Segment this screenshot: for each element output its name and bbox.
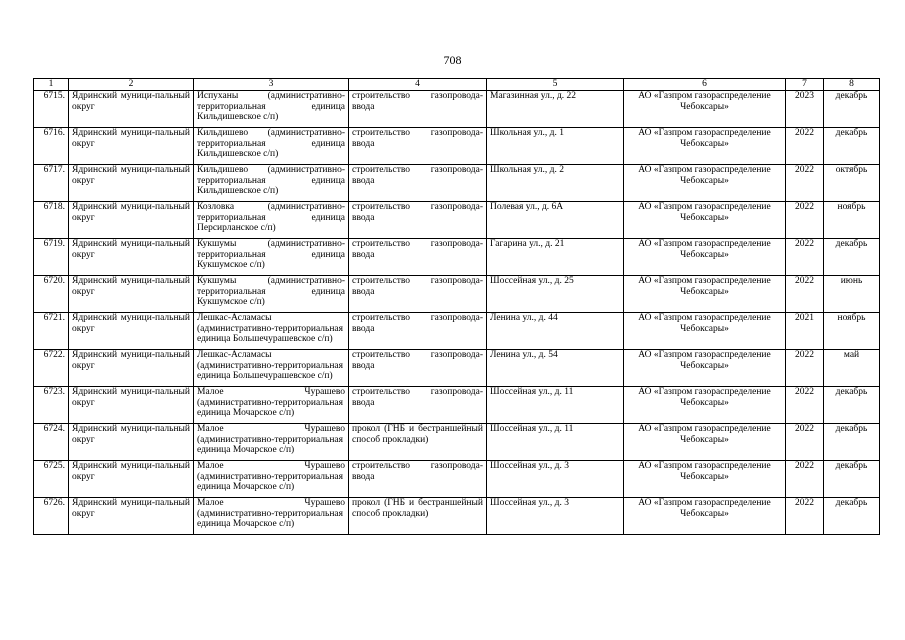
work-type-cell: прокол (ГНБ и бестраншейный способ прокладки) (349, 424, 487, 461)
month-cell: декабрь (824, 239, 880, 276)
address-cell: Школьная ул., д. 1 (487, 128, 624, 165)
district-cell: Ядринский муници-пальный округ (69, 498, 194, 535)
table-row (34, 498, 880, 535)
district-cell: Ядринский муници-пальный округ (69, 313, 194, 350)
header-cell-7: 7 (786, 79, 824, 91)
address-cell: Магазинная ул., д. 22 (487, 91, 624, 128)
row-number: 6716. (34, 128, 69, 165)
page-number: 708 (443, 53, 462, 67)
month-cell: декабрь (824, 91, 880, 128)
work-type-cell: прокол (ГНБ и бестраншейный способ прокладки) (349, 498, 487, 535)
month-cell: декабрь (824, 461, 880, 498)
month-cell: ноябрь (824, 313, 880, 350)
district-cell: Ядринский муници-пальный округ (69, 461, 194, 498)
organization-cell: АО «Газпром газораспределение Чебоксары» (624, 424, 786, 461)
work-type-cell: строительство газопровода-ввода (349, 276, 487, 313)
table-row (34, 239, 880, 276)
header-cell-4: 4 (349, 79, 487, 91)
address-cell: Ленина ул., д. 44 (487, 313, 624, 350)
work-type-cell: строительство газопровода-ввода (349, 387, 487, 424)
organization-cell: АО «Газпром газораспределение Чебоксары» (624, 239, 786, 276)
settlement-cell: Кильдишево (административно-территориальная единица Кильдишевское с/п) (194, 128, 349, 165)
address-cell: Шоссейная ул., д. 25 (487, 276, 624, 313)
table-row (34, 424, 880, 461)
settlement-cell: Испуханы (административно-территориальная единица Кильдишевское с/п) (194, 91, 349, 128)
address-cell: Шоссейная ул., д. 11 (487, 424, 624, 461)
organization-cell: АО «Газпром газораспределение Чебоксары» (624, 91, 786, 128)
month-cell: ноябрь (824, 202, 880, 239)
settlement-cell: Лешкас-Асламасы (административно-территориальная единица Большечурашевское с/п) (194, 313, 349, 350)
district-cell: Ядринский муници-пальный округ (69, 165, 194, 202)
district-cell: Ядринский муници-пальный округ (69, 424, 194, 461)
settlement-cell: Кильдишево (административно-территориальная единица Кильдишевское с/п) (194, 165, 349, 202)
header-cell-8: 8 (824, 79, 880, 91)
month-cell: декабрь (824, 424, 880, 461)
table-row (34, 350, 880, 387)
settlement-cell: Лешкас-Асламасы (административно-территориальная единица Большечурашевское с/п) (194, 350, 349, 387)
month-cell: декабрь (824, 128, 880, 165)
header-cell-3: 3 (194, 79, 349, 91)
year-cell: 2022 (786, 239, 824, 276)
organization-cell: АО «Газпром газораспределение Чебоксары» (624, 202, 786, 239)
address-cell: Шоссейная ул., д. 3 (487, 498, 624, 535)
row-number: 6717. (34, 165, 69, 202)
table-row (34, 461, 880, 498)
address-cell: Школьная ул., д. 2 (487, 165, 624, 202)
settlement-cell: Малое Чурашево (административно-территориальная единица Мочарское с/п) (194, 387, 349, 424)
table-row (34, 128, 880, 165)
table-row (34, 202, 880, 239)
settlement-cell: Малое Чурашево (административно-территориальная единица Мочарское с/п) (194, 461, 349, 498)
year-cell: 2022 (786, 202, 824, 239)
work-type-cell: строительство газопровода-ввода (349, 239, 487, 276)
month-cell: июнь (824, 276, 880, 313)
organization-cell: АО «Газпром газораспределение Чебоксары» (624, 387, 786, 424)
address-cell: Шоссейная ул., д. 11 (487, 387, 624, 424)
header-cell-2: 2 (69, 79, 194, 91)
organization-cell: АО «Газпром газораспределение Чебоксары» (624, 276, 786, 313)
month-cell: декабрь (824, 387, 880, 424)
settlement-cell: Малое Чурашево (административно-территориальная единица Мочарское с/п) (194, 424, 349, 461)
header-cell-5: 5 (487, 79, 624, 91)
work-type-cell: строительство газопровода-ввода (349, 461, 487, 498)
organization-cell: АО «Газпром газораспределение Чебоксары» (624, 350, 786, 387)
settlement-cell: Козловка (административно-территориальная единица Персирланское с/п) (194, 202, 349, 239)
year-cell: 2021 (786, 313, 824, 350)
row-number: 6722. (34, 350, 69, 387)
year-cell: 2022 (786, 424, 824, 461)
district-cell: Ядринский муници-пальный округ (69, 239, 194, 276)
row-number: 6719. (34, 239, 69, 276)
work-type-cell: строительство газопровода-ввода (349, 350, 487, 387)
header-row (34, 79, 880, 91)
organization-cell: АО «Газпром газораспределение Чебоксары» (624, 498, 786, 535)
month-cell: октябрь (824, 165, 880, 202)
address-cell: Гагарина ул., д. 21 (487, 239, 624, 276)
row-number: 6723. (34, 387, 69, 424)
district-cell: Ядринский муници-пальный округ (69, 202, 194, 239)
header-cell-1: 1 (34, 79, 69, 91)
month-cell: май (824, 350, 880, 387)
work-type-cell: строительство газопровода-ввода (349, 165, 487, 202)
table-row (34, 276, 880, 313)
row-number: 6724. (34, 424, 69, 461)
row-number: 6725. (34, 461, 69, 498)
table-row (34, 387, 880, 424)
district-cell: Ядринский муници-пальный округ (69, 276, 194, 313)
year-cell: 2022 (786, 461, 824, 498)
district-cell: Ядринский муници-пальный округ (69, 91, 194, 128)
row-number: 6721. (34, 313, 69, 350)
work-type-cell: строительство газопровода-ввода (349, 313, 487, 350)
year-cell: 2022 (786, 276, 824, 313)
row-number: 6715. (34, 91, 69, 128)
settlement-cell: Кукшумы (административно-территориальная единица Кукшумское с/п) (194, 276, 349, 313)
table-row (34, 313, 880, 350)
year-cell: 2022 (786, 350, 824, 387)
year-cell: 2023 (786, 91, 824, 128)
work-type-cell: строительство газопровода-ввода (349, 128, 487, 165)
year-cell: 2022 (786, 165, 824, 202)
row-number: 6726. (34, 498, 69, 535)
row-number: 6720. (34, 276, 69, 313)
district-cell: Ядринский муници-пальный округ (69, 387, 194, 424)
header-cell-6: 6 (624, 79, 786, 91)
address-cell: Полевая ул., д. 6А (487, 202, 624, 239)
year-cell: 2022 (786, 387, 824, 424)
register-table (33, 78, 880, 535)
address-cell: Ленина ул., д. 54 (487, 350, 624, 387)
organization-cell: АО «Газпром газораспределение Чебоксары» (624, 461, 786, 498)
organization-cell: АО «Газпром газораспределение Чебоксары» (624, 313, 786, 350)
settlement-cell: Малое Чурашево (административно-территориальная единица Мочарское с/п) (194, 498, 349, 535)
address-cell: Шоссейная ул., д. 3 (487, 461, 624, 498)
table-row (34, 165, 880, 202)
district-cell: Ядринский муници-пальный округ (69, 350, 194, 387)
year-cell: 2022 (786, 128, 824, 165)
row-number: 6718. (34, 202, 69, 239)
month-cell: декабрь (824, 498, 880, 535)
organization-cell: АО «Газпром газораспределение Чебоксары» (624, 165, 786, 202)
work-type-cell: строительство газопровода-ввода (349, 202, 487, 239)
work-type-cell: строительство газопровода-ввода (349, 91, 487, 128)
settlement-cell: Кукшумы (административно-территориальная единица Кукшумское с/п) (194, 239, 349, 276)
table-row (34, 91, 880, 128)
organization-cell: АО «Газпром газораспределение Чебоксары» (624, 128, 786, 165)
district-cell: Ядринский муници-пальный округ (69, 128, 194, 165)
year-cell: 2022 (786, 498, 824, 535)
